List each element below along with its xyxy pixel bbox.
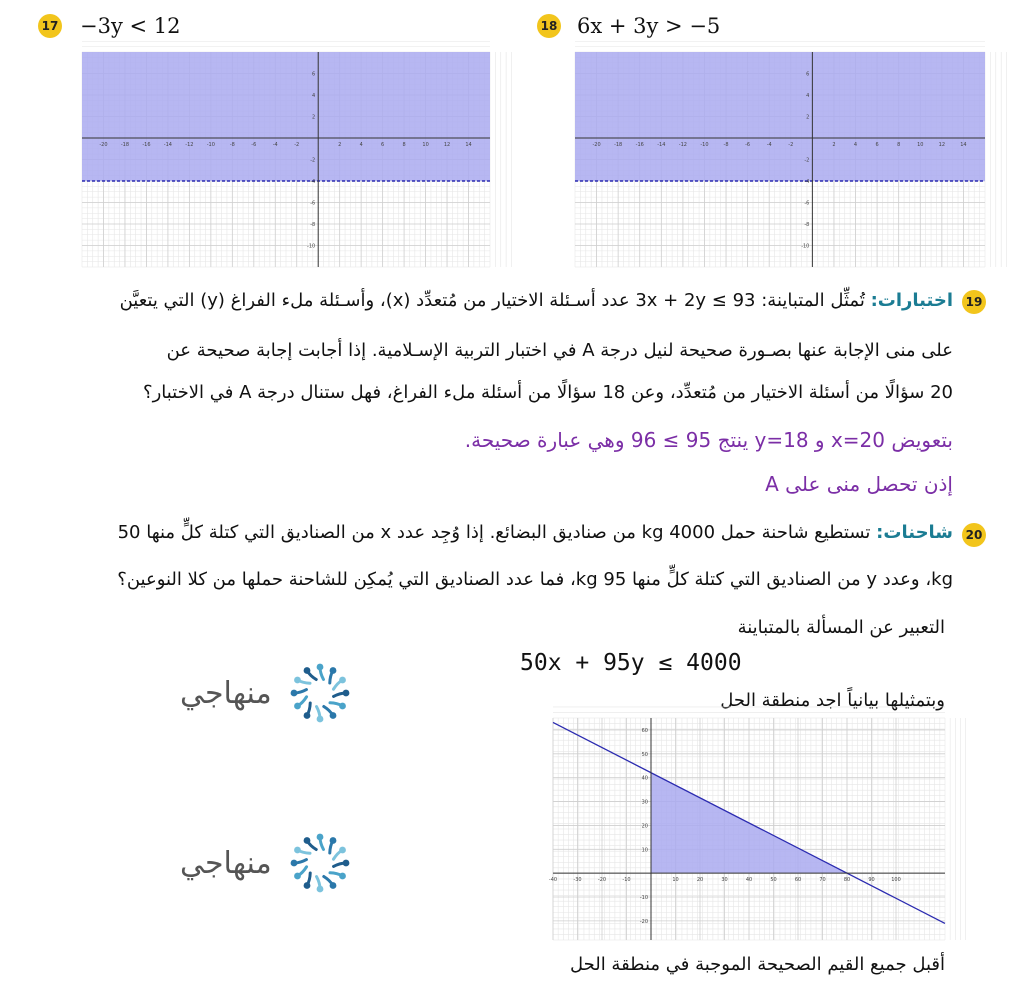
x-tick-label: 80 [843, 877, 851, 884]
logo-petal [297, 697, 306, 706]
y-tick-label: 6 [312, 71, 316, 78]
x-tick-label: -4 [766, 142, 772, 148]
inequality-18: 6x + 3y > −5 [577, 14, 721, 38]
x-tick-label: 14 [960, 142, 967, 148]
x-tick-label: -10 [622, 877, 631, 884]
logo-2 [180, 825, 358, 901]
y-tick-label: -8 [804, 222, 810, 228]
y-tick-label: 4 [806, 93, 810, 99]
x-tick-label: 12 [938, 142, 946, 148]
x-tick-label: -14 [657, 142, 666, 148]
graph-20 [548, 718, 945, 940]
x-tick-label: -20 [597, 877, 607, 884]
y-tick-label: -2 [804, 157, 810, 164]
problem-number-badge-20: 20 [962, 523, 986, 547]
x-tick-label: -16 [142, 142, 151, 148]
problem-19-line-3: 20 سؤالًا من أسئلة الاختيار من مُتعدِّد، وعن 18 سؤالًا من أسئلة ملء الفراغ، فهل ستنال درجة A في الاختبار؟ [143, 382, 953, 403]
y-tick-label: 30 [641, 799, 648, 806]
x-tick-label: -16 [635, 142, 644, 148]
y-tick-label: 10 [641, 847, 648, 854]
logo-1 [180, 655, 358, 731]
problem-20-lead: شاحنات: [876, 522, 953, 543]
x-tick-label: -18 [614, 142, 623, 148]
x-tick-label: 10 [422, 142, 429, 148]
x-tick-label: 90 [868, 877, 875, 884]
x-tick-label: 70 [819, 877, 826, 884]
x-tick-label: -8 [229, 142, 235, 148]
y-tick-label: -10 [307, 243, 316, 250]
grid-minor [553, 707, 966, 940]
x-tick-label: 30 [721, 877, 728, 884]
y-tick-label: -6 [310, 200, 316, 207]
x-tick-label: 8 [402, 142, 406, 148]
y-tick-label: -4 [804, 179, 810, 185]
y-tick-label: -10 [639, 895, 648, 902]
problem-number-badge-19: 19 [962, 290, 986, 314]
logo-petal [333, 680, 342, 689]
y-tick-label: -6 [804, 200, 810, 207]
inequality-20: 50x + 95y ≤ 4000 [520, 650, 742, 676]
inequality-17: −3y < 12 [80, 14, 181, 38]
x-tick-label: 2 [832, 142, 836, 148]
logo-text-1: منهاجي [180, 675, 272, 711]
x-tick-label: -2 [294, 142, 300, 148]
x-tick-label: -20 [592, 142, 601, 148]
y-tick-label: 50 [641, 751, 648, 758]
problem-20-line-1 [118, 524, 953, 542]
problem-number-badge-17: 17 [38, 14, 62, 38]
x-tick-label: 10 [672, 877, 679, 884]
problem-19-lead: اختبارات: [870, 290, 953, 311]
x-tick-label: 40 [745, 877, 753, 884]
y-tick-label: 4 [312, 93, 316, 99]
x-tick-label: -18 [120, 142, 130, 148]
x-tick-label: -20 [99, 142, 108, 148]
y-tick-label: -8 [310, 222, 316, 228]
x-tick-label: -12 [678, 142, 687, 148]
flower-ring-logo-icon [282, 655, 358, 731]
y-tick-label: 6 [806, 71, 810, 78]
x-tick-label: 20 [696, 877, 704, 884]
logo-petal [323, 706, 332, 715]
x-tick-label: -2 [788, 142, 794, 148]
flower-ring-logo-icon [282, 825, 358, 901]
x-tick-label: -10 [700, 142, 709, 148]
x-tick-label: 2 [338, 142, 342, 148]
problem-number-badge-18: 18 [537, 14, 561, 38]
y-tick-label: -20 [639, 918, 648, 925]
x-tick-label: -6 [745, 142, 751, 148]
x-tick-label: 100 [891, 877, 901, 884]
graph-17 [82, 52, 490, 267]
x-tick-label: 4 [359, 142, 363, 148]
solution-region [82, 52, 490, 181]
y-tick-label: 2 [312, 114, 316, 121]
logo-petal [307, 670, 316, 679]
problem-19-answer-1: بتعويض x=20 و y=18 ينتج 95 ≥ 96 وهي عبارة صحيحة. [464, 428, 953, 452]
x-tick-label: -14 [163, 142, 172, 148]
x-tick-label: 10 [917, 142, 924, 148]
problem-20-text-1: تستطيع شاحنة حمل 4000 kg من صناديق البضائع. إذا وُجِد عدد x من الصناديق التي كتلة كلٍّ منها 50 [117, 522, 871, 543]
graph-label: وبتمثيلها بيانياً اجد منطقة الحل [720, 690, 945, 711]
x-tick-label: 6 [381, 142, 385, 148]
logo-petal [323, 876, 332, 885]
x-tick-label: 60 [794, 877, 802, 884]
problem-19-answer-2: إذن تحصل منى على A [765, 472, 953, 496]
x-tick-label: 50 [770, 877, 777, 884]
x-tick-label: 12 [443, 142, 451, 148]
logo-text-2: منهاجي [180, 845, 272, 881]
graph-18 [575, 52, 985, 267]
x-tick-label: -40 [548, 877, 558, 884]
x-tick-label: -12 [185, 142, 194, 148]
problem-19-line-1 [120, 292, 953, 310]
x-tick-label: 8 [897, 142, 901, 148]
conclusion-text: أقبل جميع القيم الصحيحة الموجبة في منطقة الحل [569, 954, 945, 975]
x-tick-label: -6 [251, 142, 257, 148]
y-tick-label: 60 [641, 727, 648, 734]
x-tick-label: -10 [206, 142, 215, 148]
x-tick-label: -30 [573, 877, 582, 884]
y-tick-label: 2 [806, 114, 810, 121]
x-tick-label: 4 [853, 142, 858, 148]
y-tick-label: -4 [310, 179, 316, 185]
logo-petal [297, 867, 306, 876]
expression-label: التعبير عن المسألة بالمتباينة [737, 617, 945, 638]
y-tick-label: 40 [641, 775, 648, 782]
y-tick-label: -10 [801, 243, 810, 250]
x-tick-label: 6 [875, 142, 879, 148]
logo-petal [307, 840, 316, 849]
y-tick-label: 20 [641, 823, 648, 830]
solution-region [575, 52, 985, 181]
x-tick-label: -8 [723, 142, 729, 148]
problem-19-line-2: على منى الإجابة عنها بصـورة صحيحة لنيل درجة A في اختبار التربية الإسـلامية. إذا أجابت إجابة صحيحة عن [166, 340, 953, 361]
y-tick-label: -2 [310, 157, 316, 164]
x-tick-label: -4 [272, 142, 278, 148]
x-tick-label: 14 [465, 142, 472, 148]
problem-19-text-1: تُمثِّل المتباينة: 93 ≥ 3x + 2y عدد أسـئلة الاختيار من مُتعدِّد (x)، وأسـئلة ملء الفراغ (y) التي يتعيَّن [119, 290, 865, 311]
logo-petal [333, 850, 342, 859]
problem-20-line-2: kg، وعدد y من الصناديق التي كتلة كلٍّ منها 95 kg، فما عدد الصناديق التي يُمكِن للشاحنة حملها من كلا النوعين؟ [117, 569, 953, 590]
